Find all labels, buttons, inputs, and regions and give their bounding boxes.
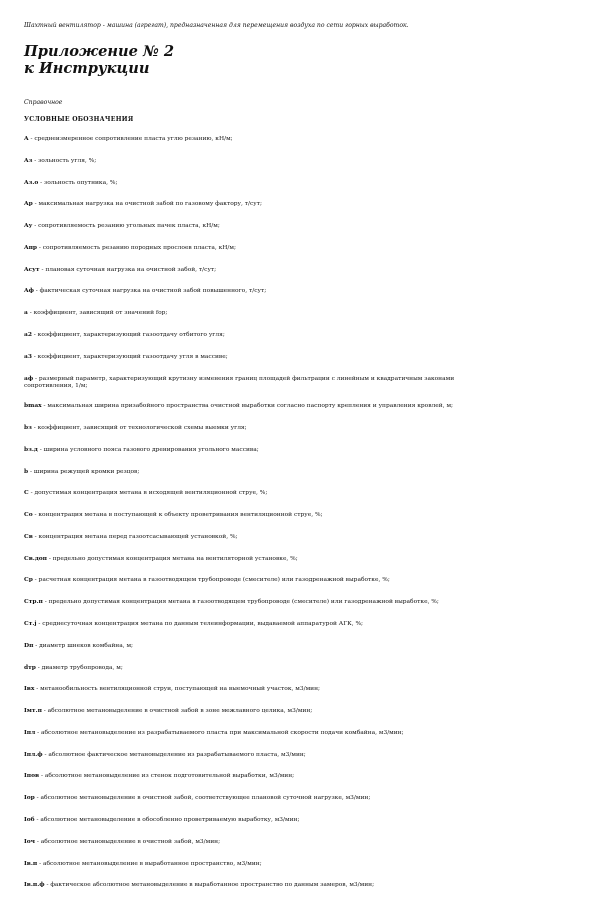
heading-line-2: к Инструкции [24, 60, 150, 77]
definition-item [24, 157, 572, 166]
definition-symbol: Aз.о [24, 178, 39, 186]
definition-item [24, 816, 572, 825]
definition-text: - среднесуточная концентрация метана по данным телеинформации, выдаваемой аппаратурой АГК, %; [36, 620, 364, 627]
definition-symbol: Iв.п.ф [24, 881, 45, 889]
definition-text: - коэффициент, зависящий от значений fор; [27, 310, 168, 317]
definition-symbol: a2 [24, 331, 32, 339]
definition-symbol: Aсут [24, 265, 40, 273]
definition-text: - сопротивляемость резанию угольных пачек пласта, кН/м; [32, 223, 220, 230]
definition-item [24, 642, 572, 651]
definition-item [24, 664, 572, 673]
definition-text: - коэффициент, характеризующий газоотдачу угля в массиве; [31, 353, 228, 360]
definition-symbol: Cв [24, 532, 33, 540]
definition-item [24, 794, 572, 803]
definition-text: - ширина режущей кромки резцов; [28, 468, 140, 475]
definition-text: - концентрация метана перед газоотсасывающей установкой, %; [32, 533, 238, 540]
definition-text: - сопротивляемость резанию породных прослоев пласта, кН/м; [37, 244, 236, 251]
definition-text: - абсолютное метановыделение в обособленно проветриваемую выработку, м3/мин; [34, 817, 300, 824]
definition-item [24, 707, 572, 716]
definition-text: - абсолютное метановыделение в очистной забой, соответствующее плановой суточной нагрузке, м3/мин; [34, 795, 371, 802]
definition-symbol: Iоч [24, 837, 35, 845]
definition-text: - коэффициент, характеризующий газоотдачу отбитого угля; [31, 332, 225, 339]
definition-symbol: a [24, 309, 28, 317]
definition-text: - абсолютное метановыделение в очистной забой в зоне межлавного целика, м3/мин; [41, 708, 313, 715]
definition-symbol: Iв.п [24, 859, 38, 867]
definition-symbol: Iвх [24, 685, 35, 693]
definition-item [24, 881, 572, 890]
definition-symbol: C [24, 489, 29, 497]
definition-item [24, 751, 572, 760]
definition-symbol: Aр [24, 200, 33, 208]
definition-symbol: bз [24, 423, 32, 431]
definition-item [24, 511, 572, 520]
definition-text: - диаметр шнеков комбайна, м; [33, 642, 134, 649]
definition-symbol: Aз [24, 156, 33, 164]
definition-symbol: bз.д [24, 445, 38, 453]
definition-symbol: Cтр.п [24, 598, 43, 606]
definition-symbol: Iпл.ф [24, 750, 43, 758]
definitions-list [24, 135, 572, 903]
definition-item [24, 598, 572, 607]
definition-text: - абсолютное метановыделение в выработанное пространство, м3/мин; [37, 860, 262, 867]
definition-symbol: Iоб [24, 816, 35, 824]
definition-item [24, 446, 572, 455]
definition-symbol: b [24, 467, 29, 475]
definition-item [24, 287, 572, 296]
definition-item [24, 576, 572, 585]
definition-symbol: Cр [24, 576, 33, 584]
definition-symbol: dтр [24, 663, 36, 671]
definition-item [24, 309, 572, 318]
definition-symbol: a3 [24, 352, 32, 360]
definition-item [24, 244, 572, 253]
definition-item [24, 402, 572, 411]
definition-text: - допустимая концентрация метана в исходящей вентиляционной струе, %; [28, 490, 268, 497]
definition-item [24, 838, 572, 847]
definition-text: - диаметр трубопровода, м; [35, 664, 123, 671]
definition-symbol: Iмт.п [24, 707, 42, 715]
heading-line-1: Приложение № 2 [24, 43, 175, 60]
definition-symbol: Dп [24, 641, 34, 649]
definition-item [24, 266, 572, 275]
definition-symbol: Iпов [24, 772, 40, 780]
definition-item [24, 533, 572, 542]
definition-item [24, 489, 572, 498]
definition-item [24, 353, 572, 362]
definition-item [24, 331, 572, 340]
definition-text: - зольность опутника, %; [38, 179, 118, 186]
definition-symbol: aф [24, 374, 34, 382]
definition-item [24, 685, 572, 694]
definition-text: - плановая суточная нагрузка на очистной забой, т/сут; [39, 266, 217, 273]
definition-item [24, 555, 572, 564]
definition-item [24, 135, 572, 144]
definition-symbol: A [24, 135, 29, 142]
definition-symbol: Aпр [24, 243, 38, 251]
definition-text: - размерный параметр, характеризующий крутизну изменения границ площадей фильтрации с линейным и квадратичным законами [33, 375, 455, 382]
definition-text: - абсолютное метановыделение в очистной забой, м3/мин; [35, 838, 221, 845]
definition-symbol: Aу [24, 222, 33, 230]
reference-label: Справочное [24, 99, 63, 106]
definition-item [24, 424, 572, 433]
definition-item [24, 729, 572, 738]
definition-item [24, 620, 572, 629]
definition-symbol: Iпл [24, 728, 36, 736]
definition-symbol: bmax [24, 402, 42, 410]
definition-text: - зольность угля, %; [32, 157, 97, 164]
definition-text: - ширина условного пояса газового дренирования угольного массива; [37, 446, 259, 453]
definition-text: - максимальная нагрузка на очистной забой по газовому фактору, т/сут; [32, 201, 263, 208]
section-subtitle: УСЛОВНЫЕ ОБОЗНАЧЕНИЯ [24, 116, 134, 123]
definition-text-continued: сопротивления, 1/м; [24, 383, 88, 390]
definition-text: - коэффициент, зависящий от технологической схемы выемки угля; [31, 424, 247, 431]
definition-text: - среднеизмеренное сопротивление пласта углю резанию, кН/м; [28, 136, 233, 142]
definition-symbol: Cт.j [24, 619, 37, 627]
definition-symbol: Cв.доп [24, 554, 47, 562]
definition-symbol: Cо [24, 511, 33, 519]
definition-text: - абсолютное метановыделение из стенок подготовительной выработки, м3/мин; [39, 773, 295, 780]
definition-item [24, 179, 572, 188]
definition-text: - абсолютное метановыделение из разрабатываемого пласта при максимальной скорости подачи комбайна, м3/мин; [35, 729, 404, 736]
definition-item [24, 772, 572, 781]
definition-text: - предельно допустимая концентрация метана на вентиляторной установке, %; [47, 555, 298, 562]
definition-item [24, 375, 572, 391]
definition-text: - предельно допустимая концентрация метана в газоотводящем трубопроводе (смесителе) или газодренажной выработке, %; [42, 599, 439, 606]
definition-item [24, 468, 572, 477]
definition-text: - фактическая суточная нагрузка на очистной забой повышенного, т/сут; [33, 288, 267, 295]
definition-text: - расчетная концентрация метана в газоотводящем трубопроводе (смесителе) или газодренажной выработке, %; [32, 577, 390, 584]
definition-text: - фактическое абсолютное метановыделение в выработанное пространство по данным замеров, м3/мин; [44, 882, 375, 889]
definition-text: - максимальная ширина призабойного пространства очистной выработки согласно паспорту крепления и управления кровлей, м; [41, 403, 454, 410]
definition-item [24, 200, 572, 209]
intro-text: Шахтный вентилятор - машина (агрегат), предназначенная для перемещения воздуха по сети горных выработок. [24, 22, 409, 29]
definition-item [24, 222, 572, 231]
definition-text: - метанообильность вентиляционной струи, поступающей на выемочный участок, м3/мин; [34, 686, 320, 693]
appendix-heading [24, 43, 174, 77]
definition-item [24, 860, 572, 869]
definition-symbol: Iор [24, 794, 35, 802]
definition-text: - концентрация метана в поступающей к объекту проветривания вентиляционной струе, %; [32, 512, 323, 519]
definition-text: - абсолютное фактическое метановыделение из разрабатываемого пласта, м3/мин; [42, 751, 306, 758]
definition-symbol: Aф [24, 287, 34, 295]
